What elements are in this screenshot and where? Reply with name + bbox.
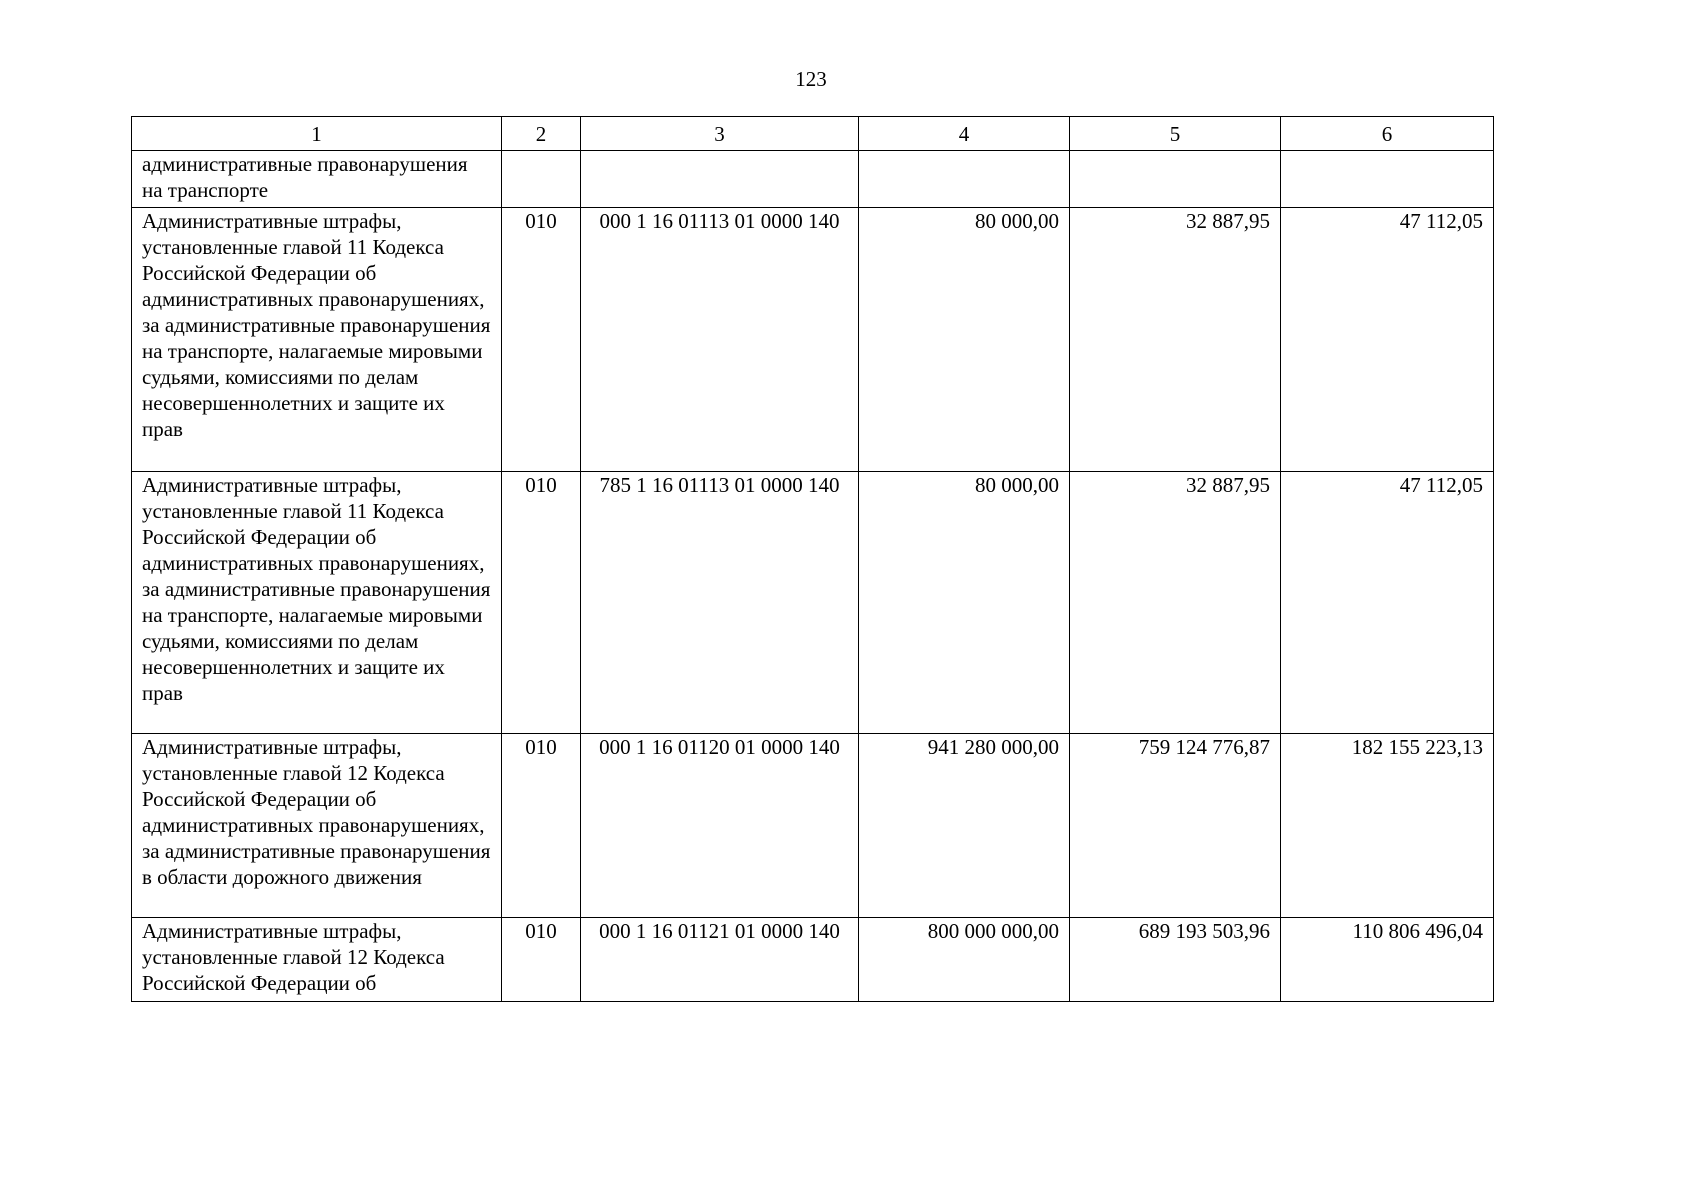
row-name: Административные штрафы, установленные главой 12 Кодекса Российской Федерации об [142, 919, 445, 995]
row-name-cell [132, 918, 502, 1002]
row-line-code: 010 [502, 208, 581, 472]
row-executed: 759 124 776,87 [1070, 734, 1281, 918]
row-line-code [502, 151, 581, 208]
row-executed: 689 193 503,96 [1070, 918, 1281, 1002]
header-row [132, 117, 1494, 151]
row-income-code: 000 1 16 01113 01 0000 140 [581, 208, 859, 472]
row-name: Административные штрафы, установленные главой 12 Кодекса Российской Федерации об административных правонарушениях, за административные правонарушения в области дорожного движения [142, 735, 491, 889]
row-executed: 32 887,95 [1070, 208, 1281, 472]
row-income-code: 000 1 16 01120 01 0000 140 [581, 734, 859, 918]
row-name: Административные штрафы, установленные главой 11 Кодекса Российской Федерации об административных правонарушениях, за административные правонарушения на транспорте, налагаемые мировыми судьями, комиссиями по делам несовершеннолетних и защите их прав [142, 209, 491, 441]
row-income-code: 785 1 16 01113 01 0000 140 [581, 472, 859, 734]
row-income-code [581, 151, 859, 208]
table-row [132, 918, 1494, 1002]
row-line-code: 010 [502, 472, 581, 734]
row-name-cell [132, 151, 502, 208]
header-col-4: 4 [859, 117, 1070, 151]
report-table [131, 116, 1494, 1002]
row-name-cell [132, 734, 502, 918]
table-row [132, 734, 1494, 918]
header-col-1: 1 [132, 117, 502, 151]
row-name: административные правонарушения на транспорте [142, 152, 468, 202]
header-col-3: 3 [581, 117, 859, 151]
row-name: Административные штрафы, установленные главой 11 Кодекса Российской Федерации об административных правонарушениях, за административные правонарушения на транспорте, налагаемые мировыми судьями, комиссиями по делам несовершеннолетних и защите их прав [142, 473, 491, 705]
row-unexecuted: 47 112,05 [1281, 208, 1494, 472]
row-name-cell [132, 208, 502, 472]
row-name-cell [132, 472, 502, 734]
row-unexecuted: 47 112,05 [1281, 472, 1494, 734]
table-row [132, 151, 1494, 208]
header-col-6: 6 [1281, 117, 1494, 151]
row-approved: 941 280 000,00 [859, 734, 1070, 918]
row-approved: 80 000,00 [859, 208, 1070, 472]
table-row [132, 208, 1494, 472]
row-approved [859, 151, 1070, 208]
row-unexecuted: 182 155 223,13 [1281, 734, 1494, 918]
header-col-2: 2 [502, 117, 581, 151]
row-line-code: 010 [502, 734, 581, 918]
header-col-5: 5 [1070, 117, 1281, 151]
table-row [132, 472, 1494, 734]
row-approved: 80 000,00 [859, 472, 1070, 734]
row-unexecuted: 110 806 496,04 [1281, 918, 1494, 1002]
row-executed: 32 887,95 [1070, 472, 1281, 734]
row-executed [1070, 151, 1281, 208]
row-approved: 800 000 000,00 [859, 918, 1070, 1002]
row-line-code: 010 [502, 918, 581, 1002]
row-income-code: 000 1 16 01121 01 0000 140 [581, 918, 859, 1002]
row-unexecuted [1281, 151, 1494, 208]
page-number: 123 [795, 67, 827, 91]
